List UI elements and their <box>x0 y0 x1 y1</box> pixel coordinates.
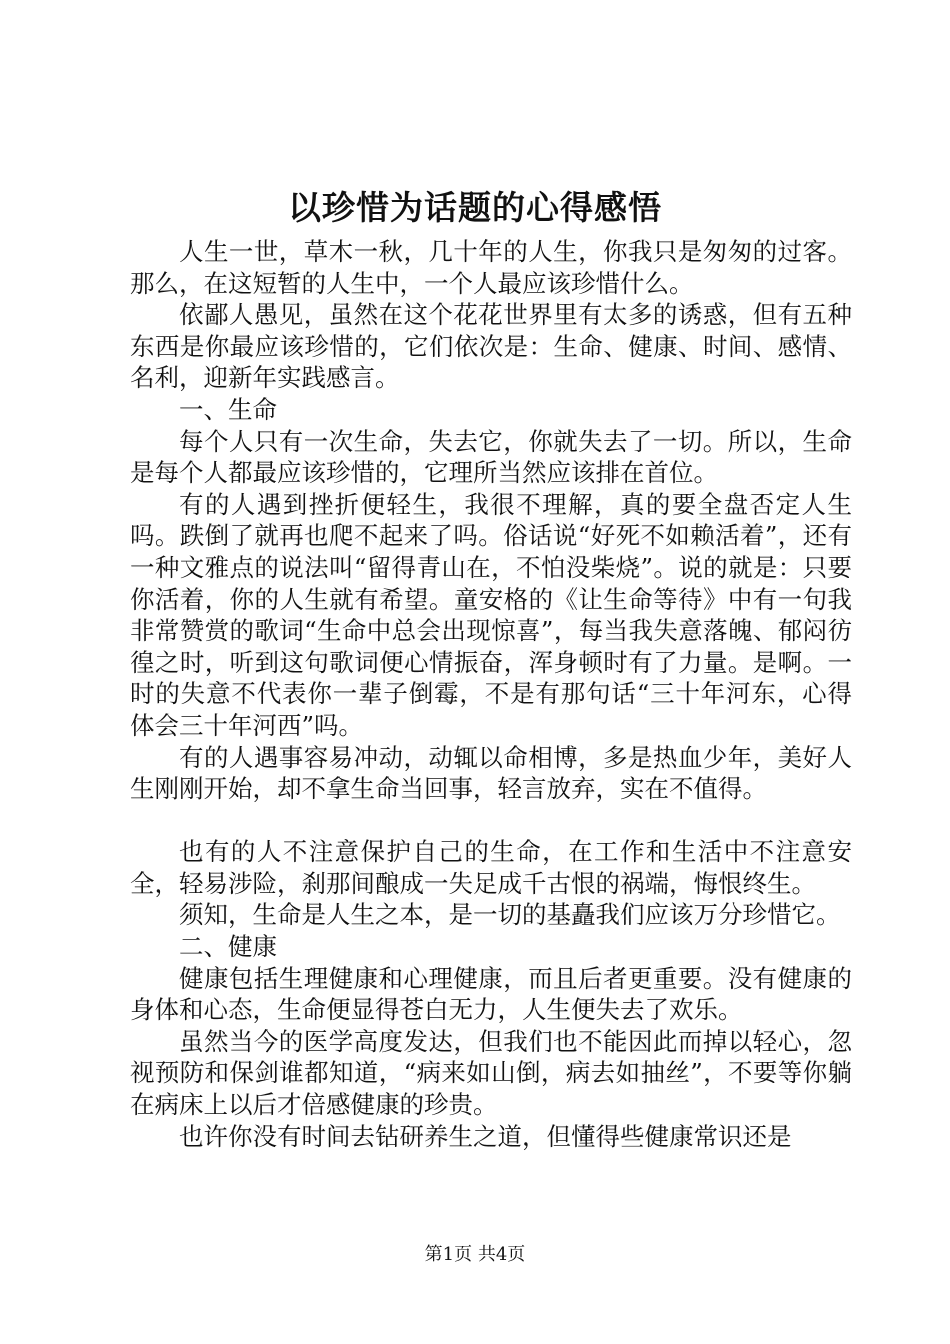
blank-line <box>130 805 852 837</box>
paragraph: 须知，生命是人生之本，是一切的基矗我们应该万分珍惜它。 <box>179 900 841 930</box>
section-heading-life: 一、生命 <box>179 394 277 424</box>
paragraph: 依鄙人愚见，虽然在这个花花世界里有太多的诱惑，但有五种东西是你最应该珍惜的，它们依次是：生命、健康、时间、感情、名利，迎新年实践感言。 <box>130 300 852 393</box>
paragraph: 人生一世，草木一秋，几十年的人生，你我只是匆匆的过客。那么，在这短暂的人生中，一个人最应该珍惜什么。 <box>130 237 852 298</box>
paragraph: 有的人遇到挫折便轻生，我很不理解，真的要全盘否定人生吗。跌倒了就再也爬不起来了吗。俗话说“好死不如赖活着”，还有一种文雅点的说法叫“留得青山在，不怕没柴烧”。说的就是：只要你活着，你的人生就有希望。童安格的《让生命等待》中有一句我非常赞赏的歌词“生命中总会出现惊喜”，每当我失意落魄、郁闷彷徨之时，听到这句歌词便心情振奋，浑身顿时有了力量。是啊。一时的失意不代表你一辈子倒霉，不是有那句话“三十年河东，心得体会三十年河西”吗。 <box>130 489 852 740</box>
section-heading-health: 二、健康 <box>179 932 277 962</box>
document-body <box>130 236 852 1152</box>
page-footer: 第1页 共4页 <box>424 1244 526 1265</box>
paragraph: 虽然当今的医学高度发达，但我们也不能因此而掉以轻心，忽视预防和保剑谁都知道，“病来如山倒，病去如抽丝”，不要等你躺在病床上以后才倍感健康的珍贵。 <box>130 1026 852 1120</box>
paragraph: 也有的人不注意保护自己的生命，在工作和生活中不注意安全，轻易涉险，刹那间酿成一失足成千古恨的祸端，悔恨终生。 <box>130 837 852 898</box>
paragraph: 有的人遇事容易冲动，动辄以命相博，多是热血少年，美好人生刚刚开始，却不拿生命当回事，轻言放弃，实在不值得。 <box>130 742 852 804</box>
paragraph: 每个人只有一次生命，失去它，你就失去了一切。所以，生命是每个人都最应该珍惜的，它理所当然应该排在首位。 <box>130 426 852 488</box>
document-title: 以珍惜为话题的心得感悟 <box>288 188 662 227</box>
paragraph: 健康包括生理健康和心理健康，而且后者更重要。没有健康的身体和心态，生命便显得苍白无力，人生便失去了欢乐。 <box>130 963 852 1025</box>
paragraph: 也许你没有时间去钻研养生之道，但懂得些健康常识还是 <box>179 1121 792 1151</box>
